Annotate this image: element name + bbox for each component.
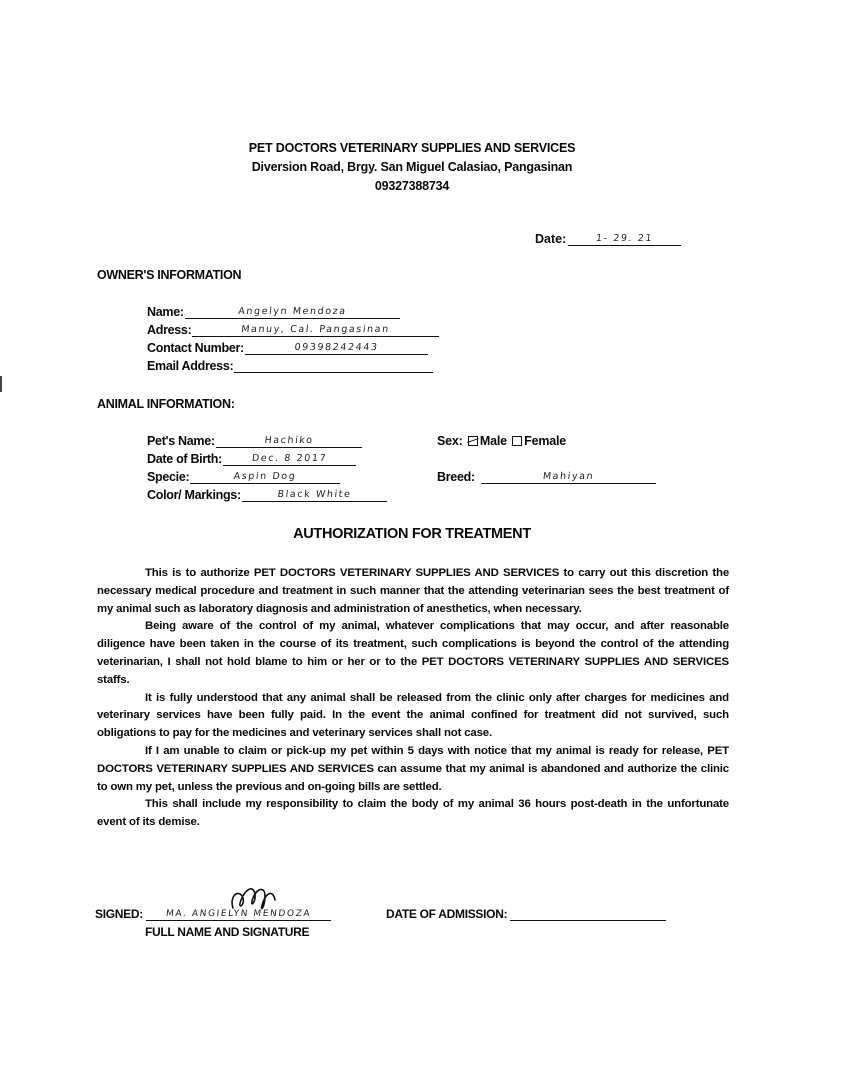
pet-name-value: Hachiko bbox=[263, 435, 314, 446]
color-label: Color/ Markings: bbox=[147, 488, 241, 502]
admission-date-field bbox=[386, 907, 666, 921]
color-line[interactable] bbox=[242, 488, 387, 502]
color-field bbox=[147, 488, 387, 504]
date-line[interactable] bbox=[568, 233, 681, 246]
specie-value: Aspin Dog bbox=[233, 471, 298, 482]
clinic-header bbox=[0, 139, 824, 196]
owner-email-label: Email Address: bbox=[147, 359, 234, 373]
specie-field bbox=[147, 470, 340, 486]
scan-edge-mark bbox=[0, 376, 2, 392]
color-value: Black White bbox=[276, 489, 352, 500]
owner-name-value: Angelyn Mendoza bbox=[237, 306, 347, 317]
pet-name-label: Pet's Name: bbox=[147, 434, 215, 448]
breed-label: Breed: bbox=[437, 470, 475, 484]
animal-section-title: ANIMAL INFORMATION: bbox=[97, 397, 235, 411]
sex-female-checkbox[interactable] bbox=[512, 436, 522, 446]
dob-field bbox=[147, 452, 356, 468]
owner-section-title: OWNER'S INFORMATION bbox=[97, 268, 242, 282]
clinic-phone: 09327388734 bbox=[374, 179, 450, 193]
pet-name-line[interactable] bbox=[216, 434, 362, 448]
owner-contact-line[interactable] bbox=[245, 341, 428, 355]
date-label: Date: bbox=[535, 232, 567, 246]
sex-male-checkbox[interactable] bbox=[468, 436, 478, 446]
owner-contact-field bbox=[147, 341, 428, 357]
owner-name-label: Name: bbox=[147, 305, 184, 319]
authorization-paragraph: This shall include my responsibility to claim the body of my animal 36 hours post-death in the unfortunate event of its demise. bbox=[97, 798, 729, 829]
authorization-paragraph: If I am unable to claim or pick-up my pet within 5 days with notice that my animal is ready for release, PET DOCTORS VETERINARY SUPPLIES AND SERVICES can assume that my animal is abandoned and authorize the clinic to own my pet, unless the previous and on-going bills are settled. bbox=[97, 744, 729, 793]
authorization-paragraph: This is to authorize PET DOCTORS VETERINARY SUPPLIES AND SERVICES to carry out this discretion the necessary medical procedure and treatment in such manner that the attending veterinarian sees the best treatment of my animal such as laboratory diagnosis and administration of anesthetics, when necessary. bbox=[97, 567, 729, 615]
date-value: 1- 29. 21 bbox=[595, 233, 654, 244]
owner-contact-label: Contact Number: bbox=[147, 341, 244, 355]
owner-address-line[interactable] bbox=[192, 323, 439, 337]
breed-line[interactable] bbox=[481, 470, 656, 484]
signed-line[interactable] bbox=[146, 907, 331, 921]
date-field bbox=[535, 232, 681, 246]
specie-line[interactable] bbox=[190, 470, 340, 484]
sex-field bbox=[437, 434, 566, 448]
owner-email-field bbox=[147, 359, 433, 375]
sex-male-label: Male bbox=[479, 434, 507, 448]
sex-label: Sex: bbox=[437, 434, 463, 448]
full-name-signature-label: FULL NAME AND SIGNATURE bbox=[145, 925, 310, 939]
specie-label: Specie: bbox=[147, 470, 190, 484]
breed-field bbox=[437, 470, 656, 486]
owner-email-line[interactable] bbox=[234, 359, 433, 373]
clinic-address: Diversion Road, Brgy. San Miguel Calasiao, Pangasinan bbox=[251, 160, 573, 174]
signed-value: MA. ANGIELYN MENDOZA bbox=[165, 909, 312, 919]
owner-address-label: Adress: bbox=[147, 323, 192, 337]
breed-value: Mahiyan bbox=[542, 471, 595, 482]
signed-label: SIGNED: bbox=[95, 907, 143, 921]
owner-name-line[interactable] bbox=[185, 305, 400, 319]
authorization-body bbox=[97, 565, 729, 832]
admission-date-label: DATE OF ADMISSION: bbox=[386, 907, 508, 921]
admission-date-line[interactable] bbox=[510, 907, 666, 921]
authorization-paragraph: It is fully understood that any animal shall be released from the clinic only after charges for medicines and veterinary services have been fully paid. In the event the animal confined for treatment did not survived, such obligations to pay for the medicines and veterinary services shall not case. bbox=[97, 691, 729, 740]
authorization-paragraph: Being aware of the control of my animal, whatever complications that may occur, and after reasonable diligence have been taken in the course of its treatment, such complications is beyond the control of the attending veterinarian, I shall not hold blame to him or her or to the PET DOCTORS VETERINARY SUPPLIES AND SERVICES staffs. bbox=[97, 620, 729, 686]
pet-name-field bbox=[147, 434, 362, 450]
signed-field bbox=[95, 907, 331, 921]
authorization-title: AUTHORIZATION FOR TREATMENT bbox=[293, 526, 531, 542]
clinic-name: PET DOCTORS VETERINARY SUPPLIES AND SERVICES bbox=[248, 141, 576, 155]
dob-line[interactable] bbox=[223, 452, 356, 466]
dob-label: Date of Birth: bbox=[147, 452, 222, 466]
sex-female-label: Female bbox=[524, 434, 567, 448]
owner-address-field bbox=[147, 323, 439, 339]
dob-value: Dec. 8 2017 bbox=[251, 453, 328, 464]
owner-name-field bbox=[147, 305, 400, 321]
owner-address-value: Manuy, Cal. Pangasinan bbox=[241, 324, 391, 335]
owner-contact-value: 09398242443 bbox=[293, 342, 380, 353]
